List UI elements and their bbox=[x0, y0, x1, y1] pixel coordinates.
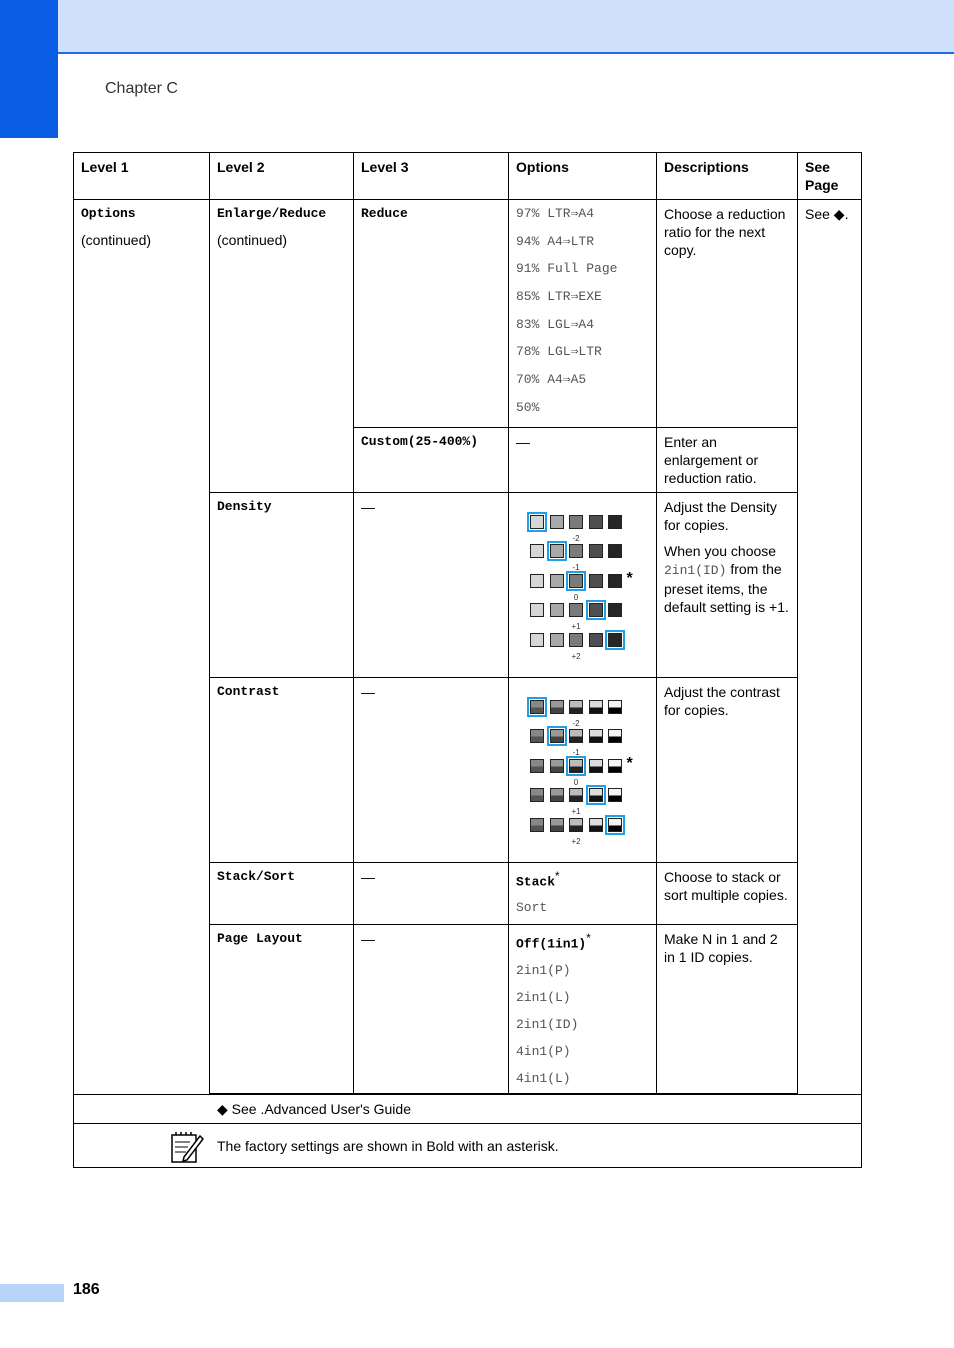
list-item: 83% LGL⇒A4 bbox=[516, 316, 595, 332]
scale-label: 0 bbox=[573, 592, 579, 602]
level-square bbox=[589, 700, 603, 714]
density-desc-text-b: from the preset items, the default setting is +1. bbox=[664, 560, 789, 615]
layout-options-cell bbox=[509, 924, 657, 1094]
level-square bbox=[550, 544, 564, 558]
level-square bbox=[608, 603, 622, 617]
scale-row bbox=[530, 754, 649, 789]
list-item: 94% A4⇒LTR bbox=[516, 233, 595, 249]
level-square bbox=[569, 818, 583, 832]
level-square bbox=[608, 515, 622, 529]
stack-options-cell bbox=[509, 862, 657, 924]
density-graphic-cell bbox=[509, 492, 657, 677]
level-square bbox=[530, 544, 544, 558]
density-level3: — bbox=[354, 492, 509, 677]
list-item: 70% A4⇒A5 bbox=[516, 372, 587, 388]
table-row bbox=[74, 200, 862, 428]
level3-custom-cell bbox=[354, 427, 509, 492]
list-item: 78% LGL⇒LTR bbox=[516, 344, 602, 360]
scale-label: -2 bbox=[572, 718, 580, 728]
note-row bbox=[74, 1124, 862, 1168]
level2-stack-cell bbox=[210, 862, 354, 924]
level-square bbox=[589, 515, 603, 529]
density-description-2 bbox=[664, 542, 790, 616]
level-square bbox=[550, 633, 564, 647]
scale-label: -1 bbox=[572, 748, 580, 757]
level-square bbox=[550, 515, 564, 529]
layout-description: Make N in 1 and 2 in 1 ID copies. bbox=[657, 924, 798, 1094]
level-square bbox=[589, 603, 603, 617]
list-item: 4in1(L) bbox=[516, 1071, 571, 1087]
header-level2: Level 2 bbox=[210, 153, 354, 200]
level-square bbox=[530, 729, 544, 743]
level-square bbox=[530, 633, 544, 647]
scale-row bbox=[530, 818, 649, 848]
level-square bbox=[608, 818, 622, 832]
level-square bbox=[530, 574, 544, 588]
scale-label: +2 bbox=[571, 651, 581, 661]
level2-enlarge-cell bbox=[210, 200, 354, 493]
density-desc-text-a: When you choose bbox=[664, 542, 777, 559]
level-square bbox=[530, 603, 544, 617]
scale-row bbox=[530, 603, 649, 633]
density-description-1: Adjust the Density for copies. bbox=[664, 498, 777, 533]
default-asterisk: * bbox=[555, 869, 560, 883]
scale-label: +1 bbox=[571, 807, 581, 816]
level-square bbox=[589, 759, 603, 773]
density-description-cell bbox=[657, 492, 798, 677]
sort-option: Sort bbox=[516, 900, 548, 916]
level-square bbox=[589, 818, 603, 832]
level-square bbox=[569, 515, 583, 529]
level-square bbox=[530, 759, 544, 773]
level-square bbox=[550, 700, 564, 714]
level-square bbox=[550, 818, 564, 832]
header-see-page: See Page bbox=[798, 153, 862, 200]
density-scale bbox=[530, 498, 649, 663]
chapter-label: Chapter C bbox=[105, 80, 178, 97]
level3-reduce: Reduce bbox=[361, 206, 408, 221]
list-item: 2in1(ID) bbox=[516, 1017, 579, 1033]
level-square bbox=[569, 788, 583, 802]
page-number-tab bbox=[0, 1284, 64, 1302]
see-page-cell bbox=[798, 200, 862, 1095]
level2-contrast: Contrast bbox=[217, 683, 280, 699]
level-square bbox=[550, 788, 564, 802]
scale-label: -2 bbox=[572, 533, 580, 543]
stack-description: Choose to stack or sort multiple copies. bbox=[657, 862, 798, 924]
level2-enlarge-note: (continued) bbox=[217, 232, 288, 248]
list-item: 97% LTR⇒A4 bbox=[516, 206, 595, 221]
level-square bbox=[589, 574, 603, 588]
level-square bbox=[608, 700, 622, 714]
level-square bbox=[608, 788, 622, 802]
level-square bbox=[589, 788, 603, 802]
scale-label: 0 bbox=[573, 777, 579, 787]
level3-custom: Custom(25-400%) bbox=[361, 433, 479, 449]
see-page-ref: See ◆. bbox=[805, 206, 849, 222]
level-square bbox=[550, 603, 564, 617]
level1-cell bbox=[74, 200, 210, 1095]
level1-name: Options bbox=[81, 206, 136, 221]
scale-row bbox=[530, 569, 649, 604]
chapter-tab bbox=[0, 0, 58, 138]
settings-table bbox=[73, 152, 862, 1168]
contrast-scale bbox=[530, 683, 649, 848]
list-item: 85% LTR⇒EXE bbox=[516, 289, 602, 305]
level-square bbox=[569, 574, 583, 588]
default-marker: * bbox=[626, 569, 633, 587]
list-item: 4in1(P) bbox=[516, 1044, 571, 1060]
level2-density-cell bbox=[210, 492, 354, 677]
table-header-row bbox=[74, 153, 862, 200]
level-square bbox=[589, 729, 603, 743]
default-asterisk: * bbox=[586, 931, 591, 945]
level-square bbox=[608, 544, 622, 558]
level2-density: Density bbox=[217, 498, 272, 514]
level1-note: (continued) bbox=[81, 232, 152, 248]
contrast-level3: — bbox=[354, 677, 509, 862]
level-square bbox=[569, 603, 583, 617]
level3-reduce-cell bbox=[354, 200, 509, 428]
reduce-description: Choose a reduction ratio for the next copy. bbox=[657, 200, 798, 428]
scale-label: -1 bbox=[572, 563, 580, 572]
level-square bbox=[608, 729, 622, 743]
level-square bbox=[550, 759, 564, 773]
level-square bbox=[569, 759, 583, 773]
level-square bbox=[569, 544, 583, 558]
scale-label: +1 bbox=[571, 622, 581, 631]
default-marker: * bbox=[626, 754, 633, 772]
custom-options: — bbox=[509, 427, 657, 492]
level-square bbox=[608, 759, 622, 773]
note-icon bbox=[170, 1130, 204, 1164]
note-text: The factory settings are shown in Bold with an asterisk. bbox=[217, 1137, 559, 1154]
scale-row bbox=[530, 633, 649, 663]
level-square bbox=[608, 633, 622, 647]
header-options: Options bbox=[509, 153, 657, 200]
scale-row bbox=[530, 788, 649, 818]
scale-row bbox=[530, 515, 649, 545]
header-band bbox=[0, 0, 954, 54]
level-square bbox=[569, 729, 583, 743]
header-level3: Level 3 bbox=[354, 153, 509, 200]
footnote-text: ◆ See .Advanced User's Guide bbox=[217, 1101, 411, 1118]
level-square bbox=[569, 633, 583, 647]
footnote-cell bbox=[74, 1095, 862, 1124]
list-item: 2in1(P) bbox=[516, 963, 571, 979]
level-square bbox=[550, 574, 564, 588]
page-number: 186 bbox=[73, 1281, 100, 1298]
contrast-graphic-cell bbox=[509, 677, 657, 862]
header-level1: Level 1 bbox=[74, 153, 210, 200]
level2-contrast-cell bbox=[210, 677, 354, 862]
level-square bbox=[530, 700, 544, 714]
level-square bbox=[530, 788, 544, 802]
list-item: 91% Full Page bbox=[516, 261, 618, 277]
list-item: 50% bbox=[516, 399, 540, 415]
level-square bbox=[550, 729, 564, 743]
level-square bbox=[589, 633, 603, 647]
level-square bbox=[569, 700, 583, 714]
level-square bbox=[530, 515, 544, 529]
scale-label: +2 bbox=[571, 836, 581, 846]
reduce-options-cell bbox=[509, 200, 657, 428]
level2-enlarge-name: Enlarge/Reduce bbox=[217, 206, 327, 221]
level2-layout-cell bbox=[210, 924, 354, 1094]
stack-level3: — bbox=[354, 862, 509, 924]
level-square bbox=[589, 544, 603, 558]
layout-level3: — bbox=[354, 924, 509, 1094]
note-cell bbox=[74, 1124, 862, 1168]
level-square bbox=[608, 574, 622, 588]
level-square bbox=[530, 818, 544, 832]
footnote-row bbox=[74, 1095, 862, 1124]
stack-default-option: Stack bbox=[516, 874, 556, 890]
level2-stack-sort: Stack/Sort bbox=[217, 868, 296, 884]
density-desc-code: 2in1(ID) bbox=[664, 562, 727, 578]
list-item: 2in1(L) bbox=[516, 990, 571, 1006]
scale-row bbox=[530, 700, 649, 730]
custom-description: Enter an enlargement or reduction ratio. bbox=[657, 427, 798, 492]
layout-default-option: Off(1in1) bbox=[516, 936, 587, 952]
header-descriptions: Descriptions bbox=[657, 153, 798, 200]
contrast-description: Adjust the contrast for copies. bbox=[657, 677, 798, 862]
level2-page-layout: Page Layout bbox=[217, 930, 303, 946]
